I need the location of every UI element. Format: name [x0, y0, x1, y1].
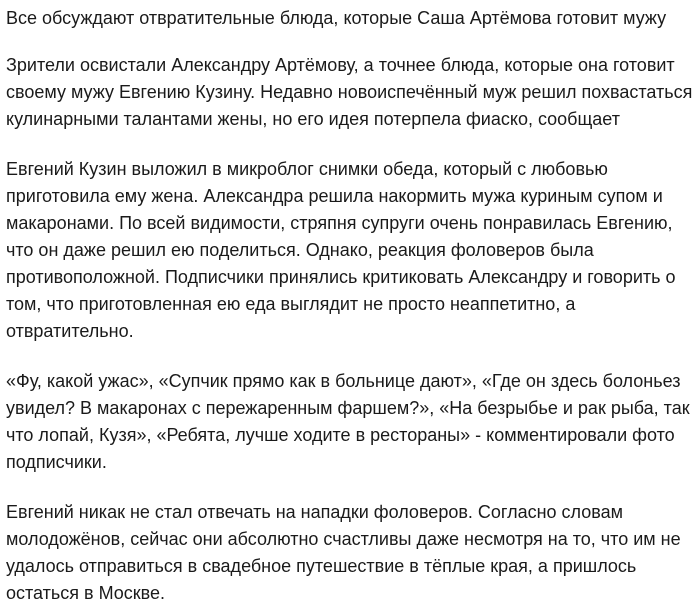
article-paragraph-1: Зрители освистали Александру Артёмову, а точнее блюда, которые она готовит своему мужу Евгению Кузину. Недавно новоиспечённый муж решил похвастаться кулинарными талантами жены, но его идея потерпела фиаско, сообщает — [6, 55, 693, 129]
article-headline: Все обсуждают отвратительные блюда, которые Саша Артёмова готовит мужу — [6, 8, 667, 28]
article-paragraph-3: «Фу, какой ужас», «Супчик прямо как в больнице дают», «Где он здесь болоньез увидел? В макаронах с пережаренным фаршем?», «На безрыбье и рак рыба, так что лопай, Кузя», «Ребята, лучше ходите в рестораны» - комментировали фото подписчики. — [6, 371, 690, 472]
article-paragraph-2: Евгений Кузин выложил в микроблог снимки обеда, который с любовью приготовила ему жена. Александра решила накормить мужа куриным супом и макаронами. По всей видимости, стряпня супруги очень понравилась Евгению, что он даже решил ею поделиться. Однако, реакция фоловеров была противоположной. Подписчики принялись критиковать Александру и говорить о том, что приготовленная ею еда выглядит не просто неаппетитно, а отвратительно. — [6, 159, 676, 341]
article-paragraph-4: Евгений никак не стал отвечать на нападки фоловеров. Согласно словам молодожёнов, сейчас они абсолютно счастливы даже несмотря на то, что им не удалось отправиться в свадебное путешествие в тёплые края, а пришлось остаться в Москве. — [6, 502, 681, 603]
